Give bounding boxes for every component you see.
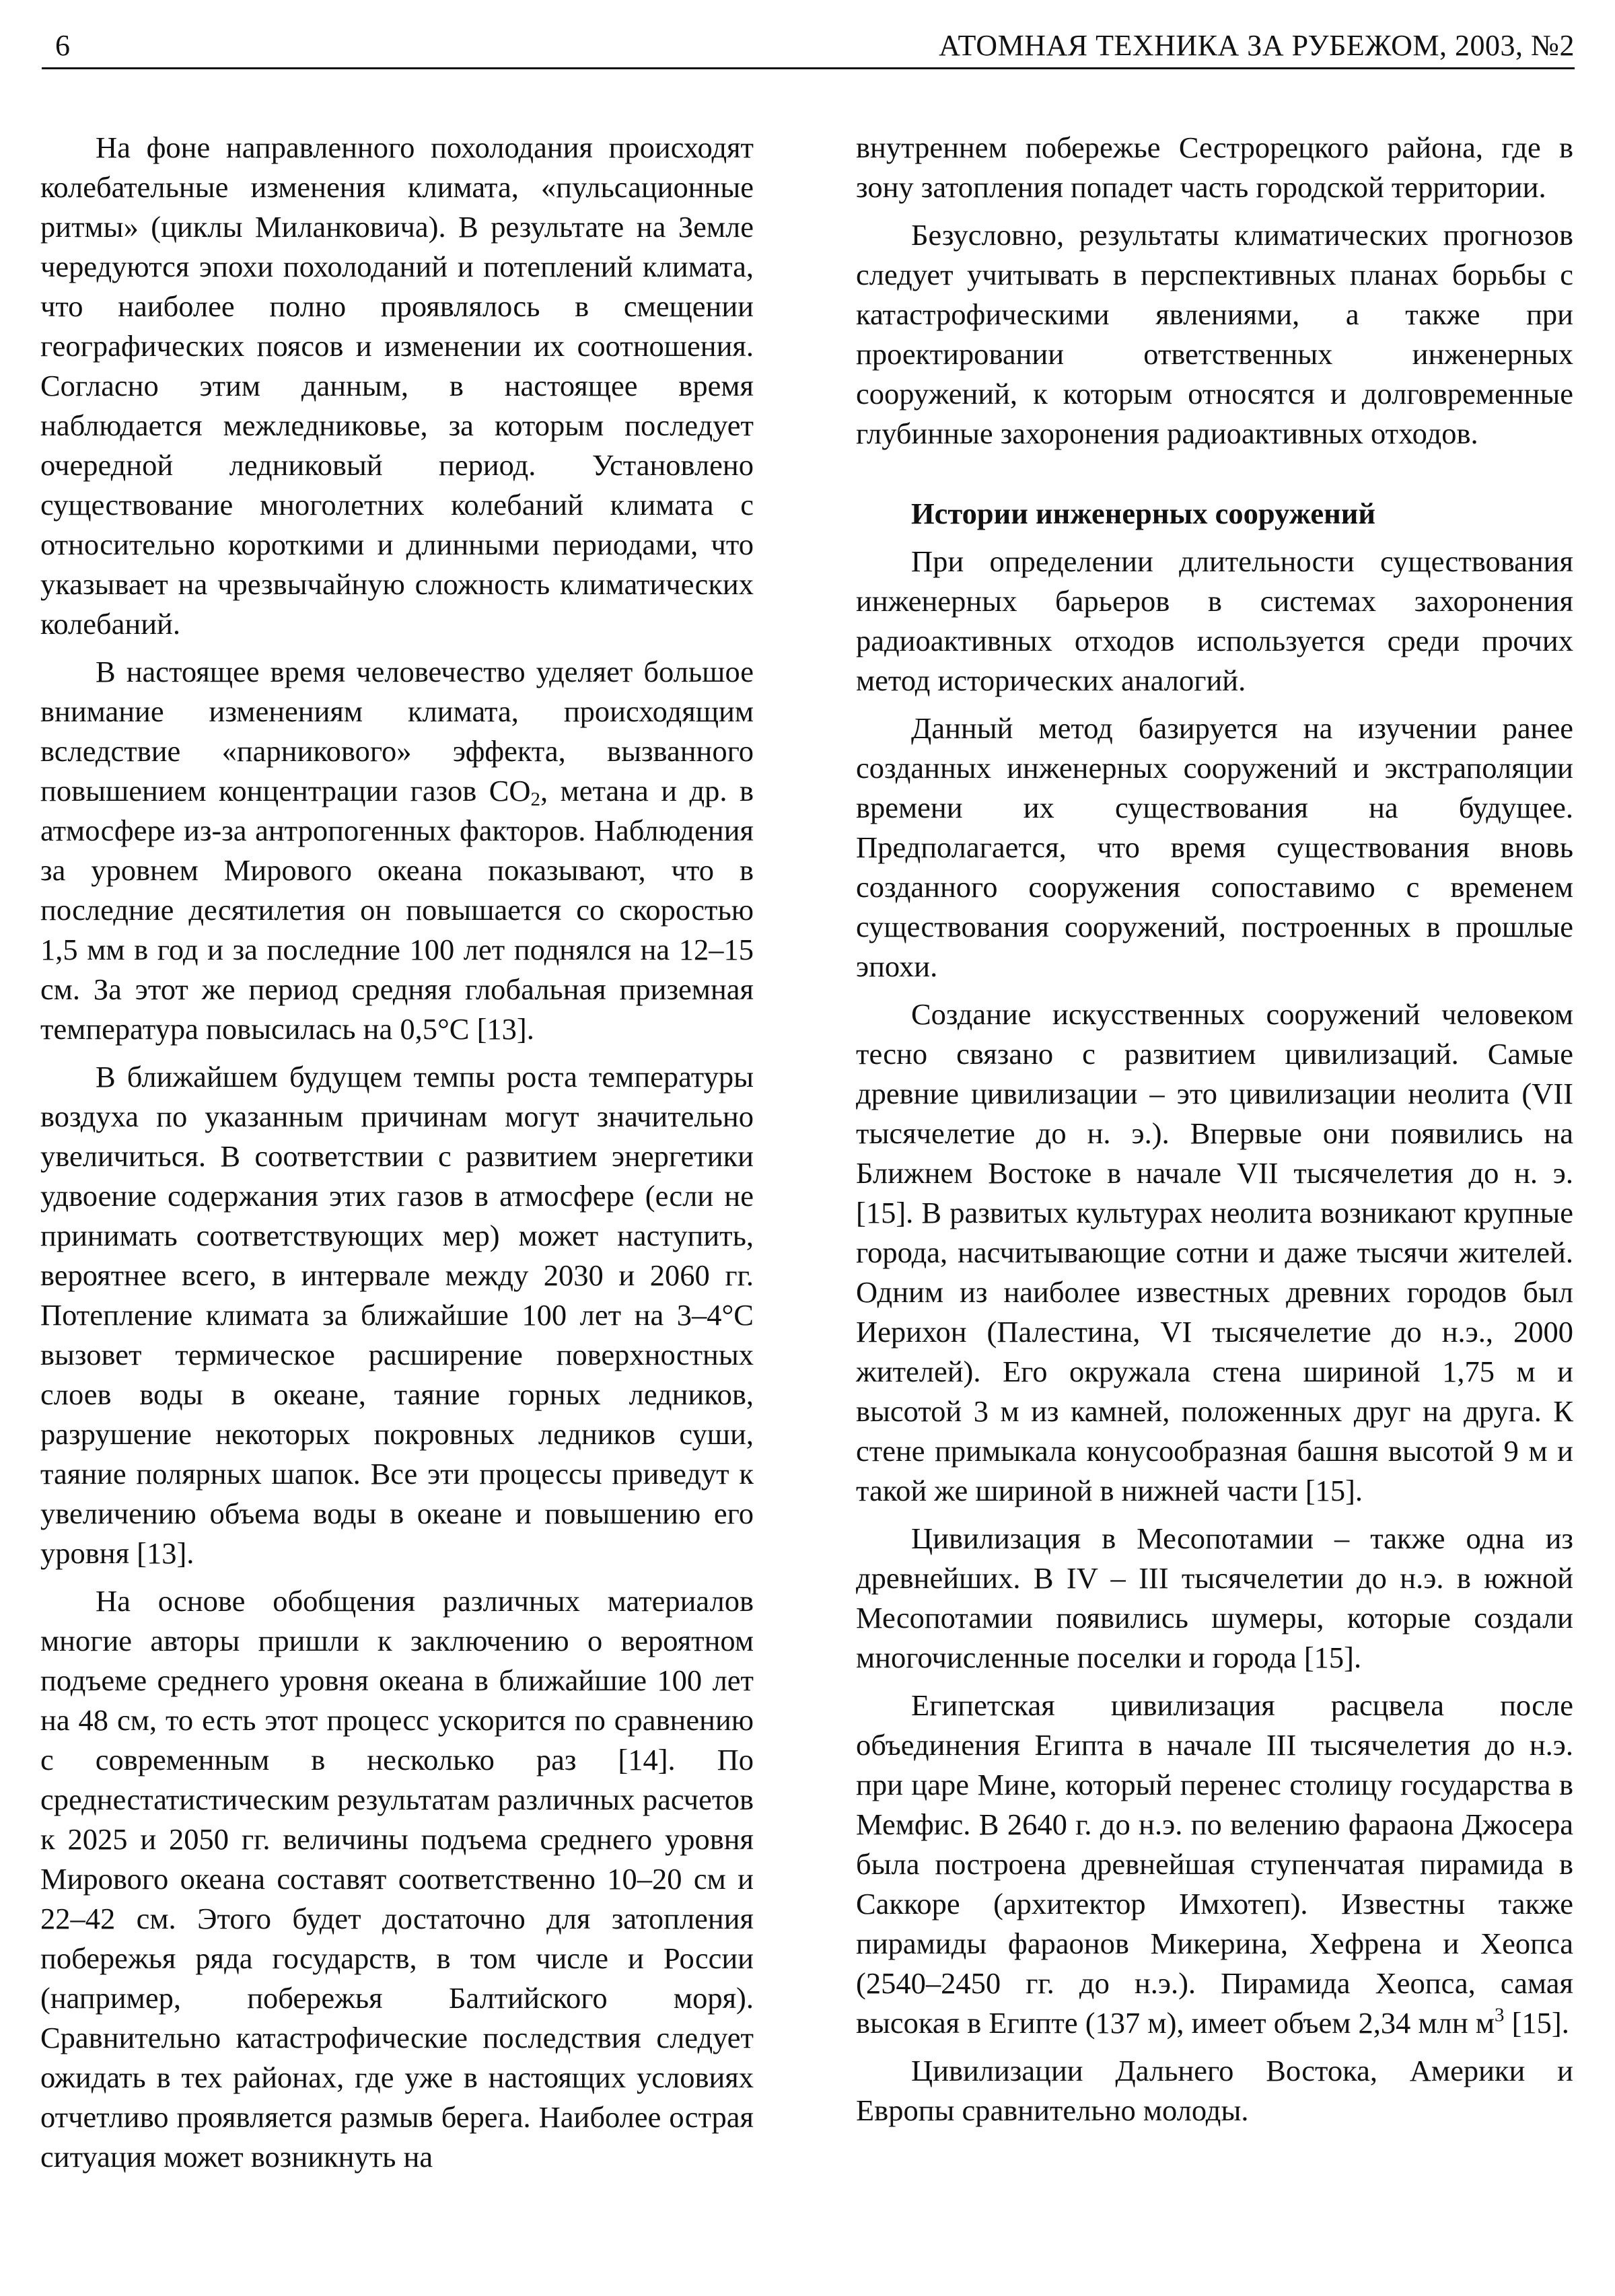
right-column <box>856 128 1573 2139</box>
journal-title: АТОМНАЯ ТЕХНИКА ЗА РУБЕЖОМ, 2003, №2 <box>939 29 1575 62</box>
paragraph: Создание искусственных сооружений человеком тесно связано с развитием цивилизаций. Самые древние цивилизации – это цивилизации неолита (VII тысячелетие до н. э.). Впервые они появились на Ближнем Востоке в начале VII тысячелетия до н. э. [15]. В развитых культурах неолита возникают крупные города, насчитывающие сотни и даже тысячи жителей. Одним из наиболее известных древних городов был Иерихон (Палестина, VI тысячелетие до н.э., 2000 жителей). Его окружала стена шириной 1,75 м и высотой 3 м из камней, положенных друг на друга. К стене примыкала конусообразная башня высотой 9 м и такой же шириной в нижней части [15]. <box>856 997 1573 1507</box>
paragraph: Данный метод базируется на изучении ранее созданных инженерных сооружений и экстраполяции времени их существования на будущее. Предполагается, что время существования вновь созданного сооружения сопоставимо с временем существования сооружений, построенных в прошлые эпохи. <box>856 711 1573 983</box>
text-span: [15]. <box>1504 2006 1569 2040</box>
paragraph: Безусловно, результаты климатических прогнозов следует учитывать в перспективных планах борьбы с катастрофическими явлениями, а также при проектировании ответственных инженерных сооружений, к которым относятся и долговременные глубинные захоронения радиоактивных отходов. <box>856 218 1573 450</box>
paragraph <box>856 1686 1573 2043</box>
page-number: 6 <box>55 29 70 62</box>
paragraph: На фоне направленного похолодания происходят колебательные изменения климата, «пульсационные ритмы» (циклы Миланковича). В результате на Земле чередуются эпохи похолоданий и потеплений климата, что наиболее полно проявлялось в смещении географических поясов и изменении их соотношения. Согласно этим данным, в настоящее время наблюдается межледниковье, за которым последует очередной ледниковый период. Установлено существование многолетних колебаний климата с относительно короткими и длинными периодами, что указывает на чрезвычайную сложность климатических колебаний. <box>40 131 754 641</box>
paragraph <box>40 652 754 1049</box>
text-span: , метана и др. в атмосфере из-за антропогенных факторов. Наблюдения за уровнем Мирового океана показывают, что в последние десятилетия он повышается со скоростью 1,5 мм в год и за последние 100 лет поднялся на 12–15 см. За этот же период средняя глобальная приземная температура повысилась на 0,5°С [13]. <box>40 774 754 1046</box>
paragraph: Цивилизация в Месопотамии – также одна из древнейших. В IV – III тысячелетии до н.э. в южной Месопотамии появились шумеры, которые создали многочисленные поселки и города [15]. <box>856 1521 1573 1674</box>
text-span: В настоящее время человечество уделяет большое внимание изменениям климата, происходящим вследствие «парникового» эффекта, вызванного повышением концентрации газов CO <box>40 655 754 808</box>
paragraph: В ближайшем будущем темпы роста температуры воздуха по указанным причинам могут значительно увеличиться. В соответствии с развитием энергетики удвоение содержания этих газов в атмосфере (если не принимать соответствующих мер) может наступить, вероятнее всего, в интервале между 2030 и 2060 гг. Потепление климата за ближайшие 100 лет на 3–4°С вызовет термическое расширение поверхностных слоев воды в океане, таяние горных ледников, разрушение некоторых покровных ледников суши, таяние полярных шапок. Все эти процессы приведут к увеличению объема воды в океане и повышению его уровня [13]. <box>40 1060 754 1570</box>
paragraph: На основе обобщения различных материалов многие авторы пришли к заключению о вероятном подъеме среднего уровня океана в ближайшие 100 лет на 48 см, то есть этот процесс ускорится по сравнению с современным в несколько раз [14]. По среднестатистическим результатам различных расчетов к 2025 и 2050 гг. величины подъема среднего уровня Мирового океана составят соответственно 10–20 см и 22–42 см. Этого будет достаточно для затопления побережья ряда государств, в том числе и России (например, побережья Балтийского моря). Сравнительно катастрофические последствия следует ожидать в тех районах, где уже в настоящих условиях отчетливо проявляется размыв берега. Наиболее острая ситуация может возникнуть на <box>40 1584 754 2174</box>
left-column <box>40 128 754 2185</box>
text-span: Египетская цивилизация расцвела после объединения Египта в начале III тысячелетия до н.э. при царе Мине, который перенес столицу государства в Мемфис. В 2640 г. до н.э. по велению фараона Джосера была построена древнейшая ступенчатая пирамида в Саккоре (архитектор Имхотеп). Известны также пирамиды фараонов Микерина, Хефрена и Хеопса (2540–2450 гг. до н.э.). Пирамида Хеопса, самая высокая в Египте (137 м), имеет объем 2,34 млн м <box>856 1688 1573 2040</box>
paragraph: внутреннем побережье Сестрорецкого района, где в зону затопления попадет часть городской территории. <box>856 131 1573 204</box>
subscript: 2 <box>530 789 540 811</box>
paragraph: Цивилизации Дальнего Востока, Америки и Европы сравнительно молоды. <box>856 2054 1573 2127</box>
header-divider <box>42 67 1575 69</box>
section-heading: Истории инженерных сооружений <box>911 497 1376 530</box>
page-header <box>42 23 1575 70</box>
superscript: 3 <box>1495 2004 1505 2026</box>
paragraph: При определении длительности существования инженерных барьеров в системах захоронения радиоактивных отходов используется среди прочих метод исторических аналогий. <box>856 544 1573 697</box>
